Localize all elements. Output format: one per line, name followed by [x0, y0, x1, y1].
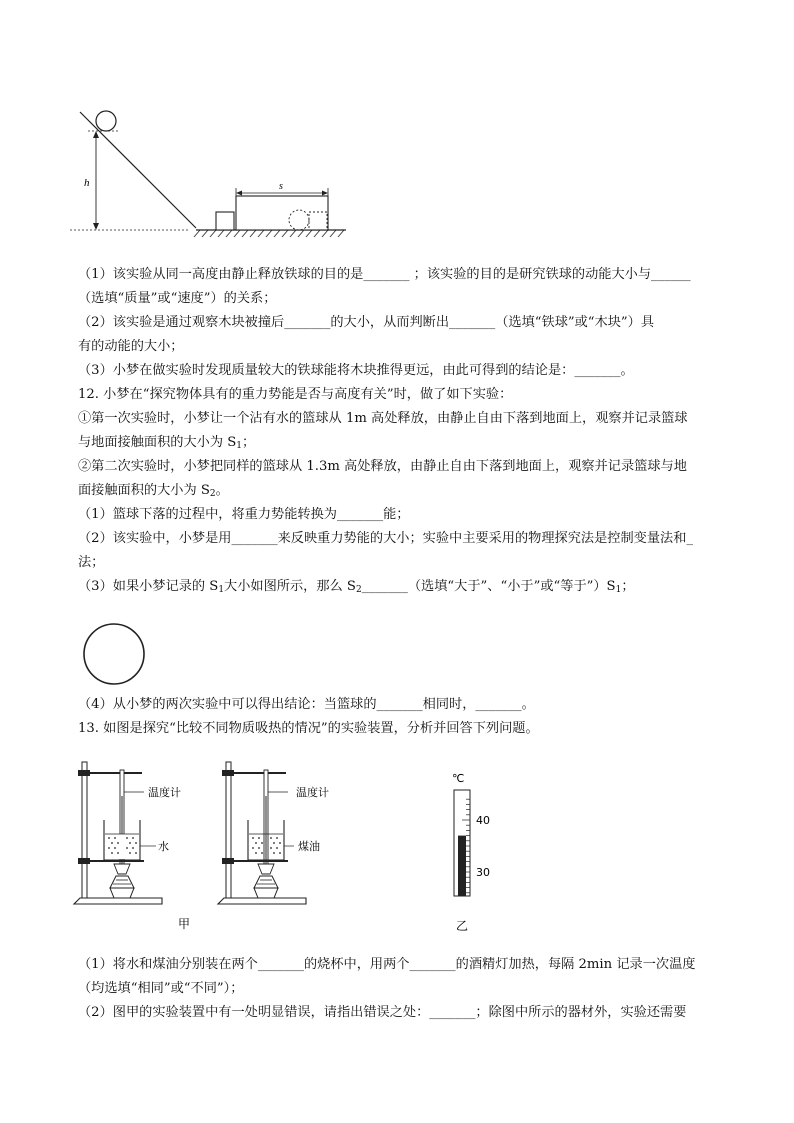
- q12-line-3: [78, 434, 728, 455]
- q13-sub-2: （2）图甲的实验装置中有一处明显错误，请指出错误之处：_______；除图中所示的器材外，实验还需要: [78, 1005, 687, 1020]
- q11-line-5: （3）小梦在做实验时发现质量较大的铁球能将木块推得更远，由此可得到的结论是：_______。: [78, 363, 634, 378]
- q11-line-2: （选填“质量”或“速度”）的关系；: [78, 291, 277, 306]
- q11-line-3: （2）该实验是通过观察木块被撞后_______的大小，从而判断出_______（选填“铁球”或“木块”）具: [78, 315, 655, 330]
- heating-apparatus-figure: [70, 756, 400, 936]
- kerosene-label: 煤油: [298, 840, 320, 853]
- contact-area-circle-figure: [80, 620, 150, 690]
- q12-line-5-text: 面接触面积的大小为 S: [78, 483, 210, 498]
- q12-sub-3-d: ；: [621, 579, 635, 594]
- celsius-unit: ℃: [452, 772, 465, 785]
- q11-line-4: 有的动能的大小；: [78, 339, 184, 354]
- wooden-block: [216, 212, 234, 230]
- q12-sub-2: （2）该实验中，小梦是用_______来反映重力势能的大小；实验中主要采用的物理探究法是控制变量法和_: [78, 531, 694, 546]
- q12-sub-3-b: 大小如图所示，那么 S: [224, 579, 356, 594]
- q11-line-1: （1）该实验从同一高度由静止释放铁球的目的是_______ ；该实验的目的是研究铁球的动能大小与______: [78, 267, 691, 282]
- subscript: 2: [209, 489, 216, 499]
- tick-label-40: 40: [476, 814, 490, 827]
- liquid-column: [458, 836, 466, 896]
- q13-title: 13. 如图是探究“比较不同物质吸热的情况”的实验装置，分析并回答下列问题。: [78, 721, 539, 736]
- water-label: 水: [158, 840, 169, 853]
- figure-yi-label: 乙: [456, 919, 469, 933]
- q12-sub-3-a: （3）如果小梦记录的 S: [78, 579, 219, 594]
- q12-line-3-text: 与地面接触面积的大小为 S: [78, 435, 237, 450]
- q12-line-3-end: ；: [242, 435, 256, 450]
- q12-title: 12. 小梦在“探究物体具有的重力势能是否与高度有关”时，做了如下实验：: [78, 387, 513, 402]
- subscript: 1: [236, 441, 243, 451]
- q12-line-4: ②第二次实验时，小梦把同样的篮球从 1.3m 高处释放，由静止自由下落到地面上，观察并记录篮球与地: [78, 459, 687, 474]
- q13-sub-1: （1）将水和煤油分别装在两个_______的烧杯中，用两个_______的酒精灯加热，每隔 2min 记录一次温度: [78, 957, 696, 972]
- thermometer-scale-figure: [440, 768, 510, 936]
- tick-label-30: 30: [476, 866, 490, 879]
- subscript: 1: [218, 585, 225, 595]
- q12-line-5: [78, 482, 728, 503]
- q12-line-2: ①第一次实验时，小梦让一个沾有水的篮球从 1m 高处释放，由静止自由下落到地面上，观察并记录篮球: [78, 411, 688, 426]
- figure-jia-label: 甲: [178, 917, 191, 931]
- q12-sub-3-c: _______（选填“大于”、“小于”或“等于”）S: [361, 579, 616, 594]
- q13-sub-1-cont: （均选填“相同”或“不同”）；: [78, 981, 244, 996]
- q12-sub-1: （1）篮球下落的过程中，将重力势能转换为_______能；: [78, 507, 410, 522]
- subscript: 1: [615, 585, 622, 595]
- q12-sub-2-cont: 法；: [78, 555, 105, 570]
- q12-sub-3: [78, 578, 728, 599]
- iron-ball: [96, 111, 116, 131]
- distance-label: s: [279, 181, 283, 192]
- q12-line-5-end: 。: [215, 483, 229, 498]
- incline-experiment-figure: [70, 100, 350, 240]
- thermometer-label-2: 温度计: [296, 786, 329, 799]
- water-apparatus: [74, 762, 162, 904]
- thermometer-label-1: 温度计: [148, 786, 181, 799]
- q12-sub-4: （4）从小梦的两次实验中可以得出结论：当篮球的_______相同时，_______。: [78, 697, 535, 712]
- kerosene-apparatus: [218, 762, 306, 904]
- subscript: 2: [355, 585, 362, 595]
- height-label: h: [84, 177, 90, 189]
